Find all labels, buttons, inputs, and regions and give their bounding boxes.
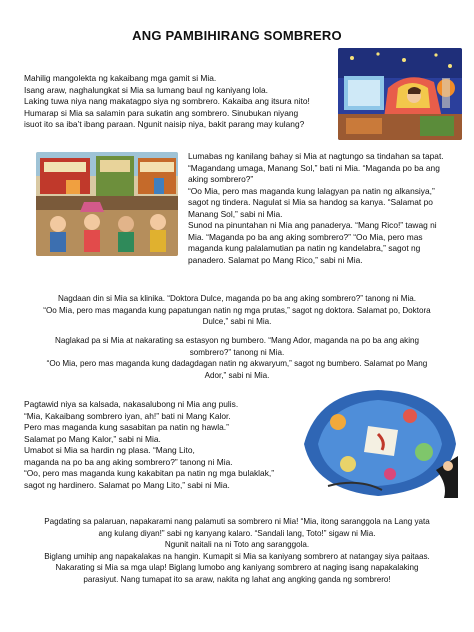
town-art-icon [36,152,178,256]
text-line: isuot ito sa iba’t ibang paraan. Ngunit naisip niya, bakit parang may kulang? [24,119,305,129]
paragraph-clinic [14,293,460,328]
text-line: sombrero?” tanong ni Mia. [189,347,285,357]
text-line: Laking tuwa niya nang makatagpo siya ng sombrero. Kakaiba ang itsura nito! [24,96,310,106]
text-line: parasiyut. Nang tumapat ito sa araw, nakita ng lahat ang angking ganda ng sombrero! [83,574,391,584]
paragraph-police-garden [24,399,274,491]
text-line: Biglang umihip ang napakalakas na hangin. Kumapit si Mia sa kaniyang sombrero at natangay siya paitaas. [44,551,430,561]
text-line: Lumabas ng kanilang bahay si Mia at nagtungo sa tindahan sa tapat. [188,151,444,161]
text-line: Humarap si Mia sa salamin para sukatin ang sombrero. Sinubukan niyang [24,107,299,118]
text-line: “Oo Mia, pero mas maganda kung dadagdagan natin ng akwaryum,” sagot ng bumbero. Salamat po Mang [46,359,428,368]
text-line: Pagtawid niya sa kalsada, nakasalubong ni Mia ang pulis. [24,399,239,409]
bedroom-art-icon [338,48,462,140]
text-line: “Mia, Kakaibang sombrero iyan, ah!” bati ni Mang Kalor. [24,410,231,421]
bedroom-illustration [338,48,462,140]
text-line: Nagdaan din si Mia sa klinika. “Doktora Dulce, maganda po ba ang aking sombrero?” tanong ni Mia. [57,294,417,303]
text-line: aking sombrero?” [188,174,254,184]
balloon-art-icon [298,386,462,500]
text-line: Mahilig mangolekta ng kakaibang mga gamit si Mia. [24,73,217,83]
text-line: maganda na po ba ang aking sombrero?” tanong ni Mia. [24,456,233,467]
text-line: Naglakad pa si Mia at nakarating sa estasyon ng bumbero. “Mang Ador, maganda na po ba ang aking [54,336,419,345]
text-line: sagot ng tindera. Nagulat si Mia sa handog sa kanya. “Salamat po [188,197,433,207]
text-line: maganda kung palalamutian pa natin ng kandelabra,” sagot ng [188,243,421,253]
text-line: Ngunit naitali na ni Toto ang saranggola. [164,540,310,549]
balloon-illustration [298,386,462,500]
text-line: Nakarating si Mia sa mga ulap! Biglang lumobo ang kaniyang sombrero at naging isang napakalaking [55,563,419,572]
text-line: ang kulang diyan!” sabi ng kanyang kalaro. “Sandali lang, Toto!” sigaw ni Mia. [98,528,376,538]
text-line: Manang Sol,” sabi ni Mia. [188,208,283,219]
text-line: panadero. Salamat po Mang Rico,” sabi ni Mia. [188,254,363,265]
text-line: Umabot si Mia sa hardin ng plasa. “Mang Lito, [24,445,195,455]
text-line: sagot ng hardinero. Salamat po Mang Lito,” sabi ni Mia. [24,479,230,490]
paragraph-store-bakery [188,151,444,266]
text-line: “Oo Mia, pero mas maganda kung papatungan natin ng mga prutas,” sagot ng doktora. Salamat po, Doktora [43,305,431,315]
town-illustration [36,152,178,256]
text-line: “Oo, pero mas maganda kung kakabitan pa natin ng mga bulaklak,” [24,468,275,478]
paragraph-fire-station [14,335,460,381]
text-line: “Magandang umaga, Manang Sol,” bati ni Mia. “Maganda po ba ang [188,162,440,173]
text-line: “Oo Mia, pero mas maganda kung lalagyan pa natin ng alkansiya,” [188,185,435,196]
text-line: Salamat po Mang Kalor,” sabi ni Mia. [24,433,161,444]
paragraph-playground [14,516,460,585]
text-line: Sunod na pinuntahan ni Mia ang panaderya. “Mang Rico!” tawag ni [188,220,437,230]
text-line: Pagdating sa palaruan, napakarami nang palamuti sa sombrero ni Mia! “Mia, itong saranggola na Lang yata [44,517,430,526]
page-title: ANG PAMBIHIRANG SOMBRERO [132,28,342,43]
text-line: Isang araw, naghalungkat si Mia sa lumang baul ng kaniyang lola. [24,84,268,95]
text-line: Mia. “Maganda po ba ang aking sombrero?” “Oo Mia, pero mas [188,231,423,242]
text-line: Ador,” sabi ni Mia. [204,370,270,380]
paragraph-intro [24,73,310,131]
text-line: Dulce,” sabi ni Mia. [202,317,272,326]
text-line: Pero mas maganda kung sasabitan pa natin ng hawla.” [24,422,229,432]
